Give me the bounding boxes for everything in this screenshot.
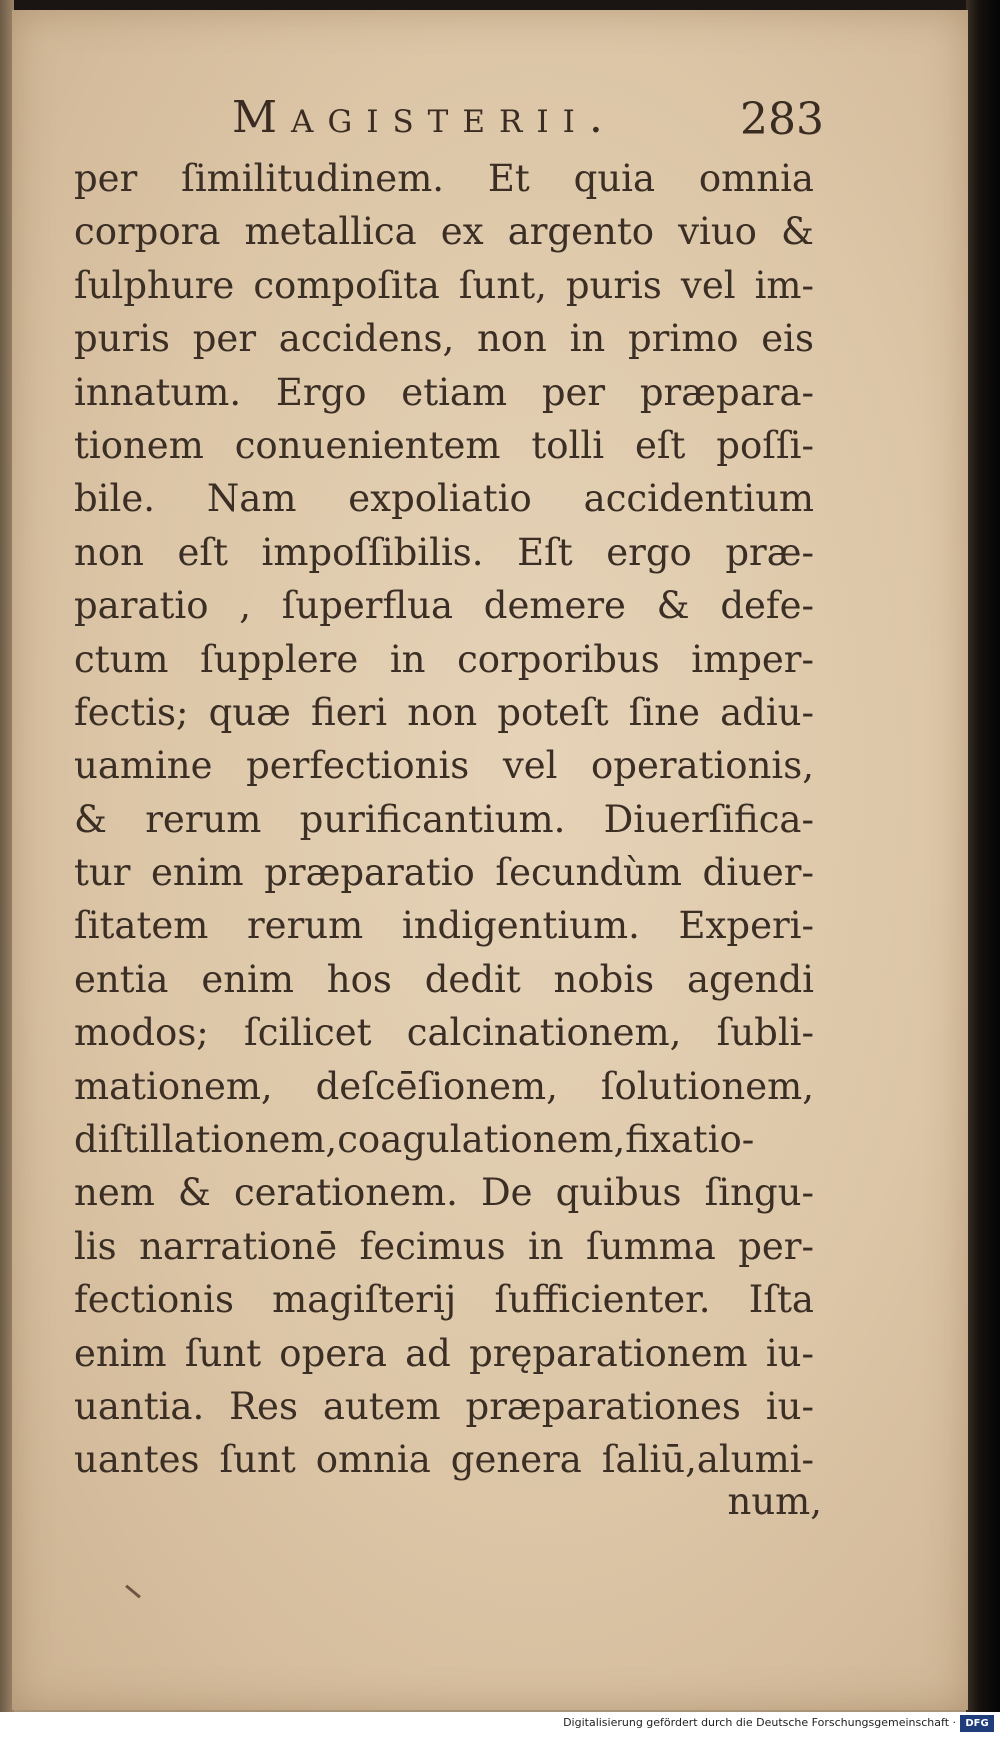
running-head: Magisterii. — [232, 92, 617, 143]
text-line: tur enim præparatio ſecundùm diuer- — [74, 851, 814, 895]
text-line: corpora metallica ex argento viuo & — [74, 210, 814, 254]
text-line: lis narrationē fecimus in ſumma per- — [74, 1224, 814, 1268]
text-line: uantes ſunt omnia genera ſaliū,alumi- — [74, 1438, 814, 1482]
text-line: entia enim hos dedit nobis agendi — [74, 957, 814, 1001]
text-line: innatum. Ergo etiam per præpara- — [74, 370, 814, 414]
text-line: ctum ſupplere in corporibus imper- — [74, 637, 814, 681]
text-line: fectionis magiſterij ſufficienter. Iſta — [74, 1278, 814, 1322]
text-line: modos; ſcilicet calcinationem, ſubli- — [74, 1011, 814, 1055]
text-line: per ſimilitudinem. Et quia omnia — [74, 157, 814, 200]
book-page — [12, 10, 968, 1710]
text-line: & rerum purificantium. Diuerſifica- — [74, 797, 814, 841]
text-line: uantia. Res autem præparationes iu- — [74, 1384, 814, 1428]
text-line: puris per accidens, non in primo eis — [74, 317, 814, 361]
page-number: 283 — [740, 94, 824, 145]
text-line: fectis; quæ fieri non poteſt ſine adiu- — [74, 690, 814, 734]
text-line: paratio , ſuperflua demere & defe- — [74, 584, 814, 628]
text-line: nem & cerationem. De quibus ſingu- — [74, 1171, 814, 1215]
digitization-credit: Digitalisierung gefördert durch die Deutsche Forschungsgemeinschaft · — [563, 1716, 956, 1729]
text-line: ſitatem rerum indigentium. Experi- — [74, 904, 814, 948]
text-line: bile. Nam expoliatio accidentium — [74, 477, 814, 521]
text-line: uamine perfectionis vel operationis, — [74, 744, 814, 788]
text-line: tionem conuenientem tolli eſt poſſi- — [74, 423, 814, 467]
text-line: diſtillationem,coagulationem,fixatio- — [74, 1118, 755, 1162]
text-line: mationem, deſcēſionem, ſolutionem, — [74, 1064, 814, 1108]
text-line: enim ſunt opera ad pręparationem iu- — [74, 1331, 814, 1375]
catchword: num, — [727, 1480, 822, 1523]
text-line: non eſt impoſſibilis. Eſt ergo præ- — [74, 530, 814, 574]
body-text — [74, 152, 814, 1487]
ink-mark — [125, 1585, 141, 1599]
scan-right-edge — [966, 0, 1000, 1739]
dfg-logo-icon: DFG — [960, 1715, 994, 1732]
text-line: ſulphure compoſita ſunt, puris vel im- — [74, 263, 814, 307]
